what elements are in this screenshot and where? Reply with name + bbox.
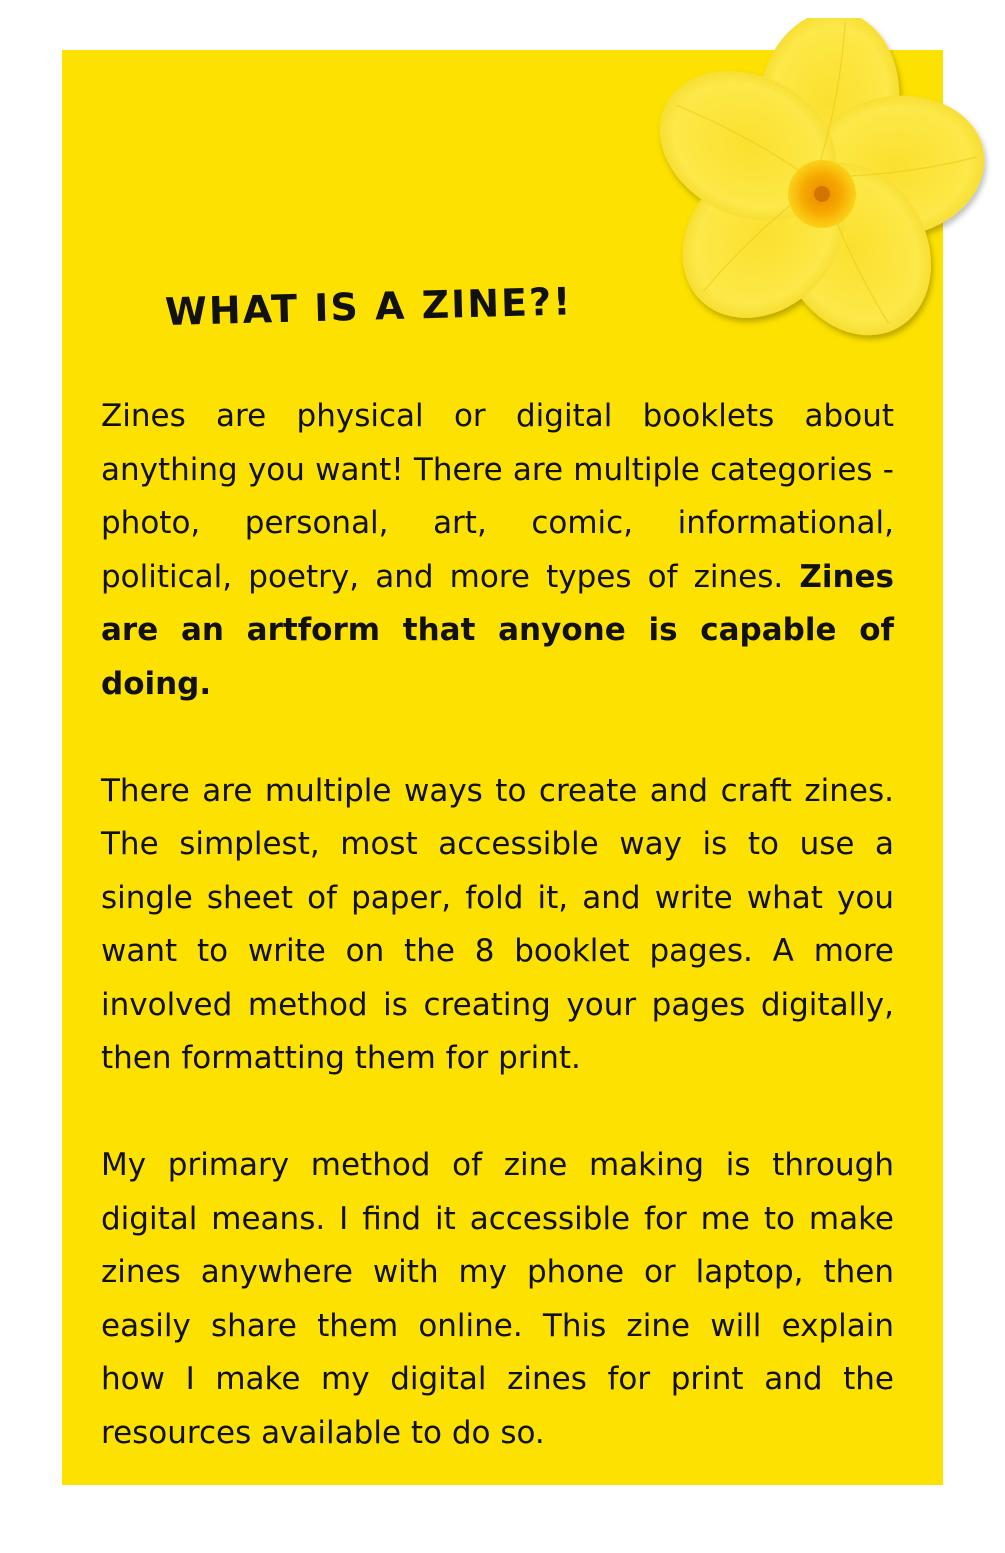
paragraph-intro-bold: Zines are an artform that anyone is capable of doing.: [101, 558, 894, 702]
paragraph-methods: There are multiple ways to create and craft zines. The simplest, most accessible way is to use a single sheet of paper, fold it, and write what you want to write on the 8 booklet pages. A more involved method is creating your pages digitally, then formatting them for print.: [101, 772, 894, 1076]
paragraph-intro: [101, 390, 894, 711]
paragraph-digital: My primary method of zine making is through digital means. I find it accessible for me to make zines anywhere with my phone or laptop, then easily share them online. This zine will explain how I make my digital zines for print and the resources available to do so.: [101, 1147, 894, 1451]
page-title: WHAT IS A ZINE?!: [164, 279, 573, 334]
yellow-flower-icon: [632, 18, 1004, 358]
paragraph-intro-text: Zines are physical or digital booklets about anything you want! There are multiple categories - photo, personal, art, comic, informational, political, poetry, and more types of zines.: [101, 398, 894, 595]
body-text: [101, 390, 894, 1460]
